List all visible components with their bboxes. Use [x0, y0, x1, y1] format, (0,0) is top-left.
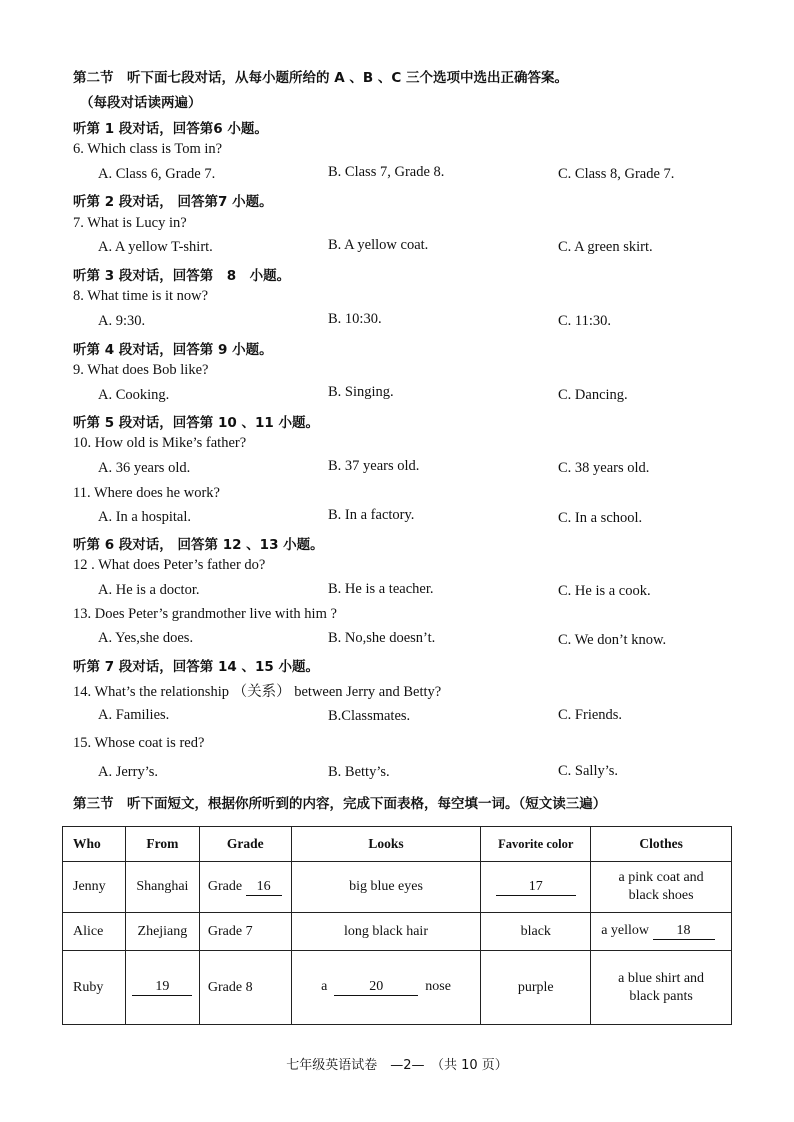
option-a: A. Cooking.	[98, 387, 170, 403]
option-b: B. Singing.	[328, 384, 394, 400]
looks-suffix: nose	[425, 979, 451, 994]
option-c: C. A green skirt.	[558, 239, 653, 255]
answer-blank-16[interactable]: 16	[246, 879, 282, 896]
section2-title: 第二节 听下面七段对话，从每小题所给的 A 、B 、C 三个选项中选出正确答案。	[73, 70, 568, 86]
table-row	[63, 951, 732, 1025]
header-clothes: Clothes	[591, 827, 732, 862]
cell-grade: Grade 8	[199, 951, 291, 1025]
question-text: 10. How old is Mike’s father?	[73, 435, 247, 451]
cell-who: Alice	[63, 913, 126, 951]
option-b: B. 10:30.	[328, 311, 382, 327]
page-footer: 七年级英语试卷 —2— （共 10 页）	[286, 1058, 508, 1073]
option-a: A. Jerry’s.	[98, 764, 159, 780]
option-c: C. Dancing.	[558, 387, 628, 403]
option-b: B. Betty’s.	[328, 764, 390, 780]
option-a: A. He is a doctor.	[98, 582, 200, 598]
cell-color: black	[481, 913, 591, 951]
cell-who: Jenny	[63, 862, 126, 913]
header-grade: Grade	[199, 827, 291, 862]
clothes-line-1: a blue shirt and	[618, 970, 705, 986]
cell-looks: big blue eyes	[291, 862, 481, 913]
option-c: C. Friends.	[558, 707, 623, 723]
option-b: B. Class 7, Grade 8.	[328, 164, 445, 180]
header-favorite-color: Favorite color	[481, 827, 591, 862]
option-a: A. In a hospital.	[98, 509, 192, 525]
question-text: 7. What is Lucy in?	[73, 215, 187, 231]
table-row	[63, 862, 732, 913]
cell-grade	[199, 862, 291, 913]
question-text: 14. What’s the relationship （关系） between Jerry and Betty?	[73, 684, 442, 700]
question-text: 13. Does Peter’s grandmother live with him ?	[73, 606, 337, 622]
header-looks: Looks	[291, 827, 481, 862]
cell-from: Zhejiang	[125, 913, 199, 951]
option-b: B. No,she doesn’t.	[328, 630, 436, 646]
cell-color: purple	[481, 951, 591, 1025]
cell-clothes	[591, 862, 732, 913]
option-c: C. We don’t know.	[558, 632, 667, 648]
question-text: 12 . What does Peter’s father do?	[73, 557, 266, 573]
option-a: A. Class 6, Grade 7.	[98, 166, 216, 182]
question-text: 15. Whose coat is red?	[73, 735, 205, 751]
group-header: 听第 4 段对话，回答第 9 小题。	[73, 342, 273, 358]
option-a: A. A yellow T-shirt.	[98, 239, 213, 255]
cell-who: Ruby	[63, 951, 126, 1025]
cell-from	[125, 951, 199, 1025]
option-b: B. He is a teacher.	[328, 581, 434, 597]
question-text: 9. What does Bob like?	[73, 362, 209, 378]
option-c: C. Sally’s.	[558, 763, 619, 779]
cell-clothes	[591, 913, 732, 951]
cell-looks	[291, 951, 481, 1025]
answer-blank-18[interactable]: 18	[653, 923, 715, 940]
header-who: Who	[63, 827, 126, 862]
option-a: A. 36 years old.	[98, 460, 191, 476]
answer-blank-20[interactable]: 20	[334, 979, 418, 996]
header-from: From	[125, 827, 199, 862]
option-a: A. Yes,she does.	[98, 630, 194, 646]
grade-prefix: Grade	[207, 878, 243, 894]
option-b: B. A yellow coat.	[328, 237, 429, 253]
option-c: C. Class 8, Grade 7.	[558, 166, 675, 182]
option-c: C. In a school.	[558, 510, 643, 526]
answer-blank-19[interactable]: 19	[132, 979, 192, 996]
cell-grade: Grade 7	[199, 913, 291, 951]
section3-title: 第三节 听下面短文，根据你所听到的内容，完成下面表格，每空填一词。（短文读三遍）	[73, 796, 607, 812]
cell-color	[481, 862, 591, 913]
option-c: C. 11:30.	[558, 313, 612, 329]
answer-blank-17[interactable]: 17	[496, 879, 576, 896]
option-a: A. Families.	[98, 707, 170, 723]
clothes-line-2: black pants	[629, 988, 693, 1004]
fill-in-table	[62, 826, 732, 1025]
clothes-prefix: a yellow	[601, 923, 650, 938]
cell-looks: long black hair	[291, 913, 481, 951]
cell-clothes	[591, 951, 732, 1025]
section2-note: （每段对话读两遍）	[80, 95, 202, 111]
group-header: 听第 7 段对话，回答第 14 、15 小题。	[73, 659, 319, 675]
group-header: 听第 3 段对话，回答第 8 小题。	[73, 268, 291, 284]
option-c: C. He is a cook.	[558, 583, 651, 599]
option-b: B. 37 years old.	[328, 458, 420, 474]
group-header: 听第 5 段对话，回答第 10 、11 小题。	[73, 415, 319, 431]
group-header: 听第 1 段对话，回答第6 小题。	[73, 121, 268, 137]
clothes-line-1: a pink coat and	[618, 870, 704, 885]
option-a: A. 9:30.	[98, 313, 146, 329]
question-text: 11. Where does he work?	[73, 485, 220, 501]
option-b: B. In a factory.	[328, 507, 415, 523]
clothes-line-2: black shoes	[628, 888, 694, 903]
question-text: 6. Which class is Tom in?	[73, 141, 223, 157]
cell-from: Shanghai	[125, 862, 199, 913]
question-text: 8. What time is it now?	[73, 288, 209, 304]
option-b: B.Classmates.	[328, 708, 411, 724]
table-header-row	[63, 827, 732, 862]
group-header: 听第 6 段对话， 回答第 12 、13 小题。	[73, 537, 324, 553]
looks-prefix: a	[321, 979, 328, 994]
option-c: C. 38 years old.	[558, 460, 650, 476]
group-header: 听第 2 段对话， 回答第7 小题。	[73, 194, 273, 210]
table-row	[63, 913, 732, 951]
